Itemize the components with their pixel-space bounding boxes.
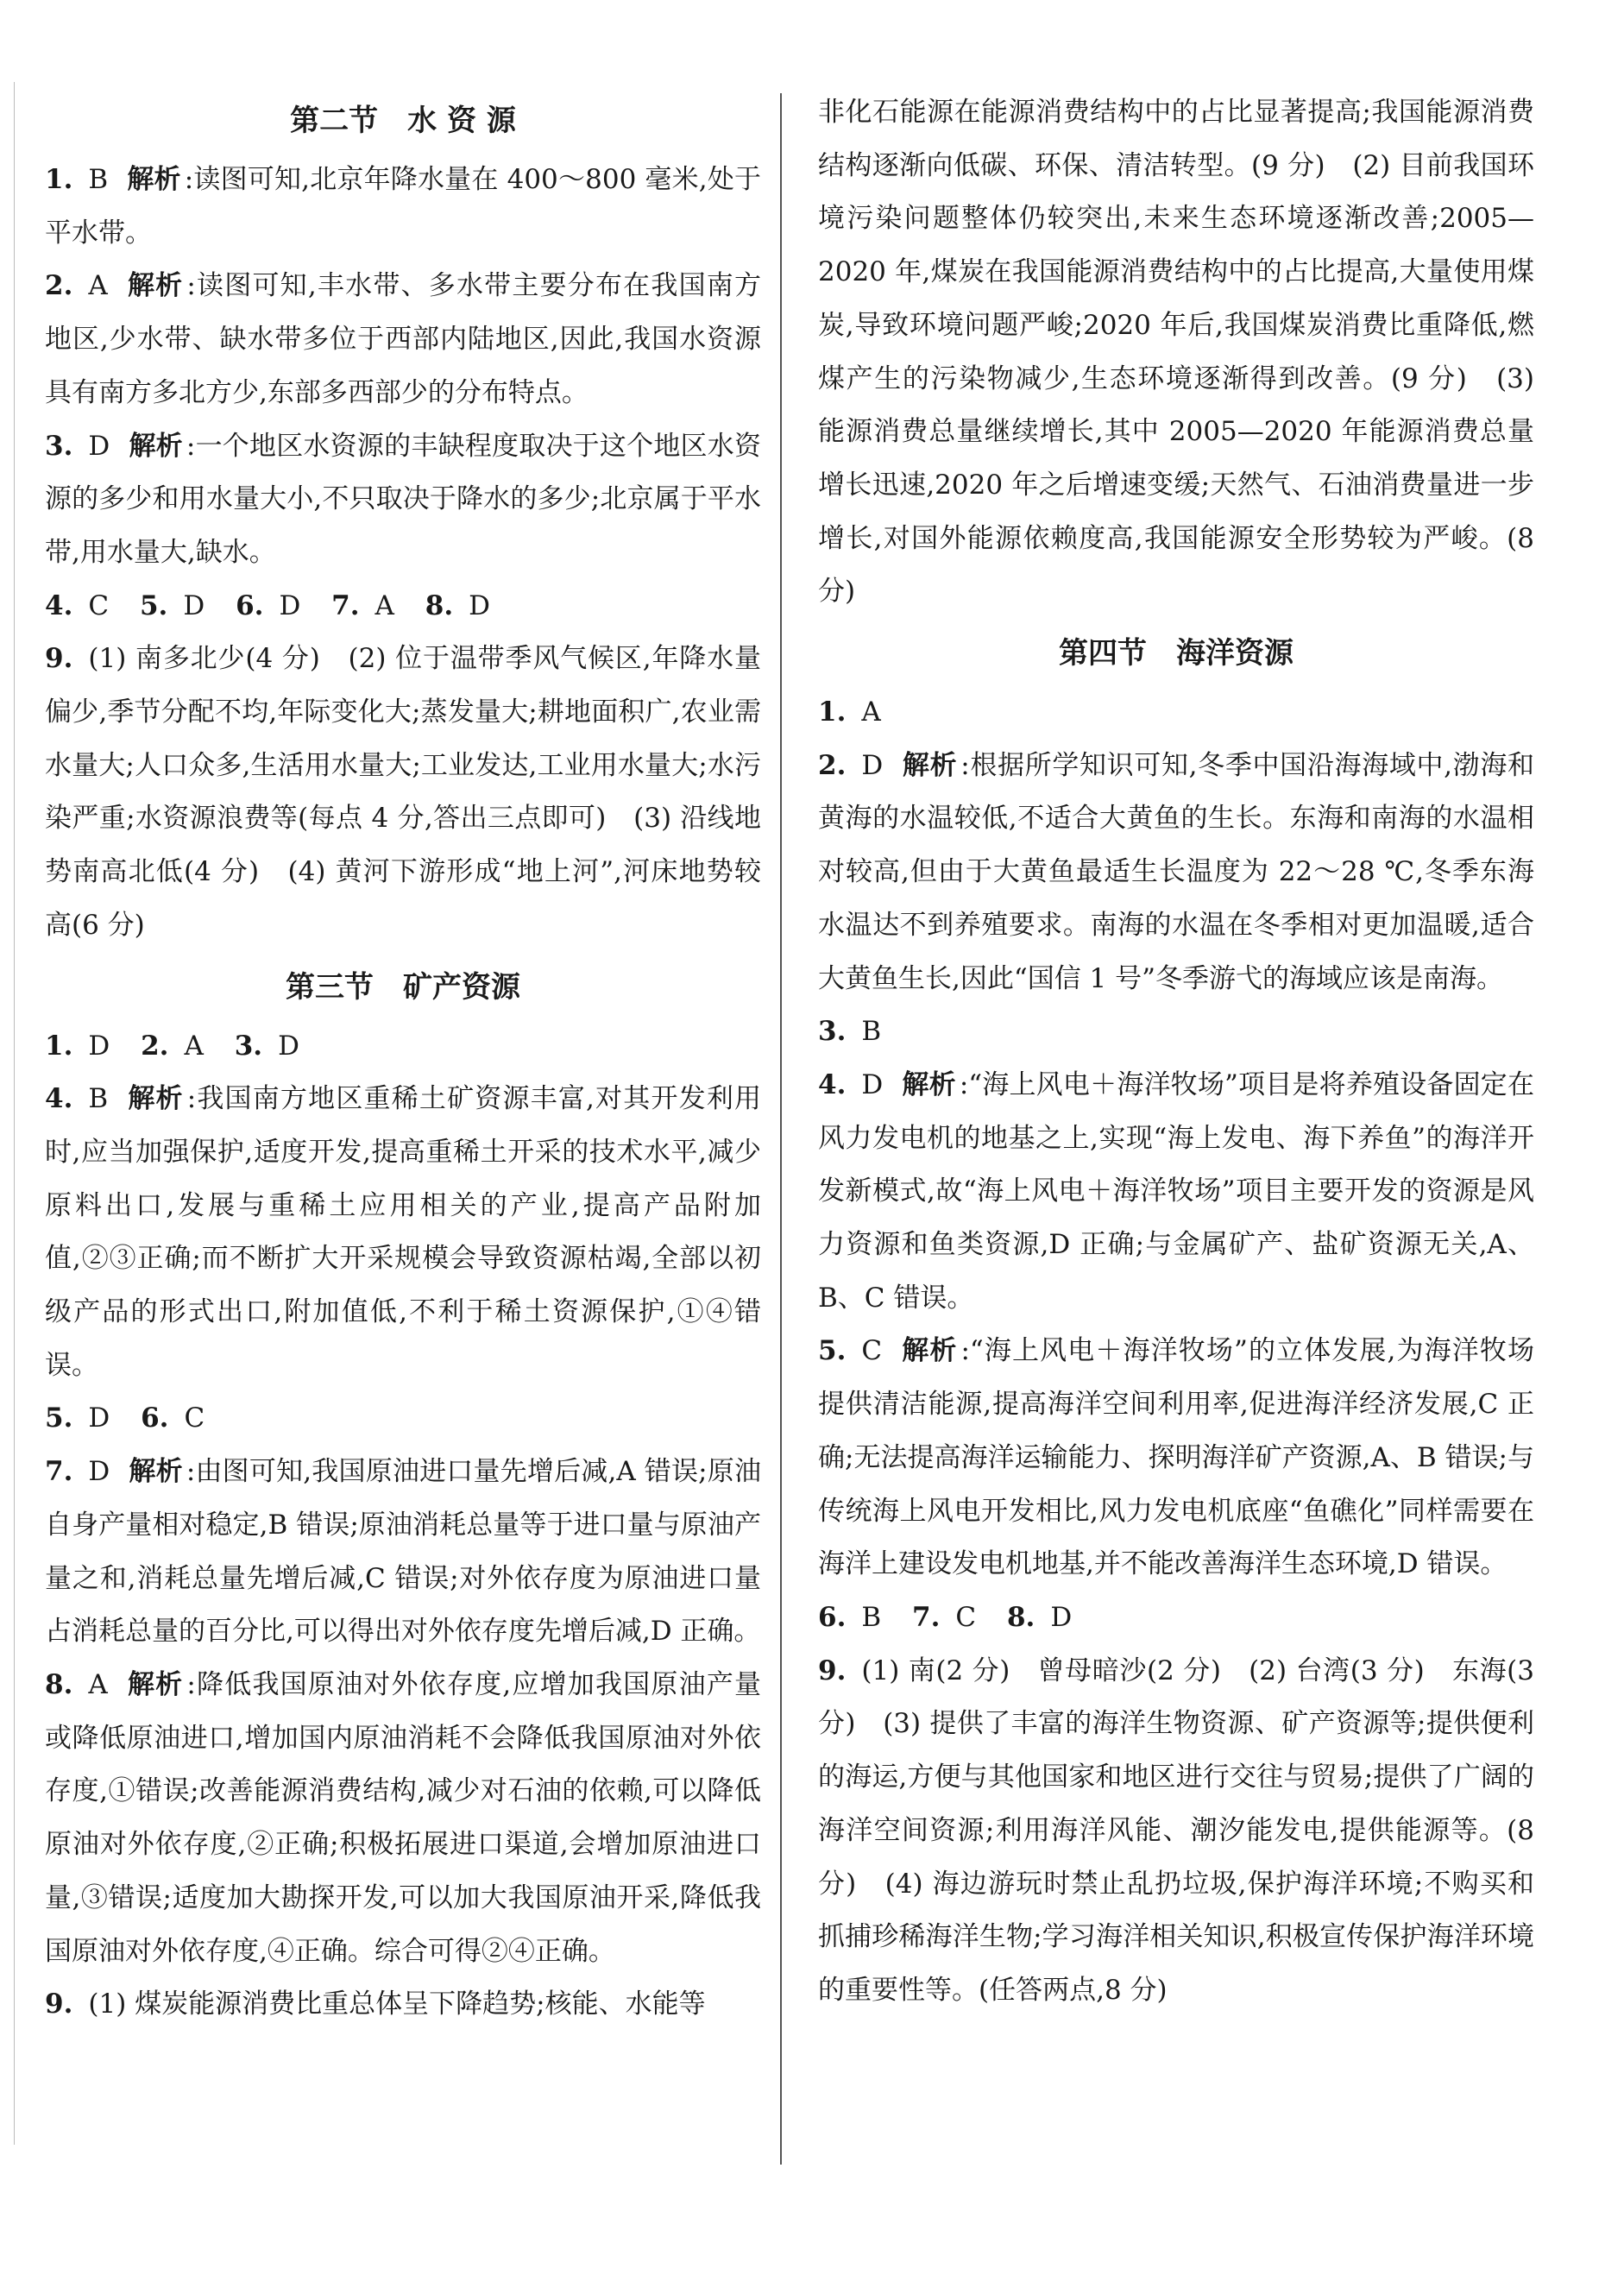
page-edge-line [14, 82, 15, 2145]
right-column [818, 86, 1534, 2018]
answer-row-multi: 5. D 6. C [45, 1402, 205, 1434]
section-title-water: 第二节 水 资 源 [290, 104, 516, 138]
answer-item: 9. (1) 南(2 分) 曾母暗沙(2 分) (2) 台湾(3 分) 东海(3 分) (3) 提供了丰富的海洋生物资源、矿产资源等;提供便利的海运,方便与其他国家和地区进行交往与贸易;提供了广阔的海洋空间资源;利用海洋风能、潮汐能发电,提供能源等。(8 分) (4) 海边游玩时禁止乱扔垃圾,保护海洋环境;不购买和抓捕珍稀海洋生物;学习海洋相关知识,积极宣传保护海洋环境的重要性等。(任答两点,8 分) [818, 1654, 1534, 2006]
answer-item: 5. C 解析 :“海上风电＋海洋牧场”的立体发展,为海洋牧场提供清洁能源,提高海洋空间利用率,促进海洋经济发展,C 正确;无法提高海洋运输能力、探明海洋矿产资源,A、B 错误;与传统海上风电开发相比,风力发电机底座“鱼礁化”同样需要在海洋上建设发电机地基,并不能改善海洋生态环境,D 错误。 [818, 1335, 1535, 1580]
answer-item: 4. B 解析 :我国南方地区重稀土矿资源丰富,对其开发利用时,应当加强保护,适度开发,提高重稀土开采的技术水平,减少原料出口,发展与重稀土应用相关的产业,提高产品附加值,②③正确;而不断扩大开采规模会导致资源枯竭,全部以初级产品的形式出口,附加值低,不利于稀土资源保护,①④错误。 [45, 1083, 762, 1381]
section-title-ocean: 第四节 海洋资源 [1059, 636, 1294, 671]
answer-item: 2. A 解析 :读图可知,丰水带、多水带主要分布在我国南方地区,少水带、缺水带多位于西部内陆地区,因此,我国水资源具有南方多北方少,东部多西部少的分布特点。 [45, 270, 762, 408]
column-divider [780, 93, 782, 2165]
answer-item: 3. B [818, 1016, 882, 1048]
left-column [45, 86, 761, 2032]
answer-row-multi: 4. C 5. D 6. D 7. A 8. D [45, 589, 491, 621]
section-title-minerals: 第三节 矿产资源 [286, 969, 520, 1005]
answer-item: 9. (1) 南多北少(4 分) (2) 位于温带季风气候区,年降水量偏少,季节分配不均,年际变化大;蒸发量大;耕地面积广,农业需水量大;人口众多,生活用水量大;工业发达,工业用水量大;水污染严重;水资源浪费等(每点 4 分,答出三点即可) (3) 沿线地势南高北低(4 分) (4) 黄河下游形成“地上河”,河床地势较高(6 分) [45, 643, 761, 941]
answer-continuation: 非化石能源在能源消费结构中的占比显著提高;我国能源消费结构逐渐向低碳、环保、清洁转型。(9 分) (2) 目前我国环境污染问题整体仍较突出,未来生态环境逐渐改善;2005—2020 年,煤炭在我国能源消费结构中的占比提高,大量使用煤炭,导致环境问题严峻;2020 年后,我国煤炭消费比重降低,燃煤产生的污染物减少,生态环境逐渐得到改善。(9 分) (3) 能源消费总量继续增长,其中 2005—2020 年能源消费总量增长迅速,2020 年之后增速变缓;天然气、石油消费量进一步增长,对国外能源依赖度高,我国能源安全形势较为严峻。(8 分) [818, 97, 1534, 608]
answer-item: 9. (1) 煤炭能源消费比重总体呈下降趋势;核能、水能等 [45, 1989, 706, 2020]
answer-item: 3. D 解析 :一个地区水资源的丰缺程度取决于这个地区水资源的多少和用水量大小,不只取决于降水的多少;北京属于平水带,用水量大,缺水。 [45, 430, 761, 568]
answer-item: 1. A [818, 696, 881, 728]
answer-row-multi: 1. D 2. A 3. D [45, 1030, 299, 1062]
answer-item: 8. A 解析 :降低我国原油对外依存度,应增加我国原油产量或降低原油进口,增加国内原油消耗不会降低我国原油对外依存度,①错误;改善能源消费结构,减少对石油的依赖,可以降低原油对外依存度,②正确;积极拓展进口渠道,会增加原油进口量,③错误;适度加大勘探开发,可以加大我国原油开采,降低我国原油对外依存度,④正确。综合可得②④正确。 [45, 1668, 762, 1967]
answer-item: 7. D 解析 :由图可知,我国原油进口量先增后减,A 错误;原油自身产量相对稳定,B 错误;原油消耗总量等于进口量与原油产量之和,消耗总量先增后减,C 错误;对外依存度为原油进口量占消耗总量的百分比,可以得出对外依存度先增后减,D 正确。 [45, 1456, 761, 1648]
answer-row-multi: 6. B 7. C 8. D [818, 1601, 1073, 1633]
answer-item: 1. B 解析 :读图可知,北京年降水量在 400～800 毫米,处于平水带。 [45, 164, 762, 249]
answer-item: 4. D 解析 :“海上风电＋海洋牧场”项目是将养殖设备固定在风力发电机的地基之上,实现“海上发电、海下养鱼”的海洋开发新模式,故“海上风电＋海洋牧场”项目主要开发的资源是风力资源和鱼类资源,D 正确;与金属矿产、盐矿资源无关,A、B、C 错误。 [818, 1068, 1534, 1314]
answer-item: 2. D 解析 :根据所学知识可知,冬季中国沿海海域中,渤海和黄海的水温较低,不适合大黄鱼的生长。东海和南海的水温相对较高,但由于大黄鱼最适生长温度为 22～28 ℃,冬季东海水温达不到养殖要求。南海的水温在冬季相对更加温暖,适合大黄鱼生长,因此“国信 1 号”冬季游弋的海域应该是南海。 [818, 749, 1535, 994]
